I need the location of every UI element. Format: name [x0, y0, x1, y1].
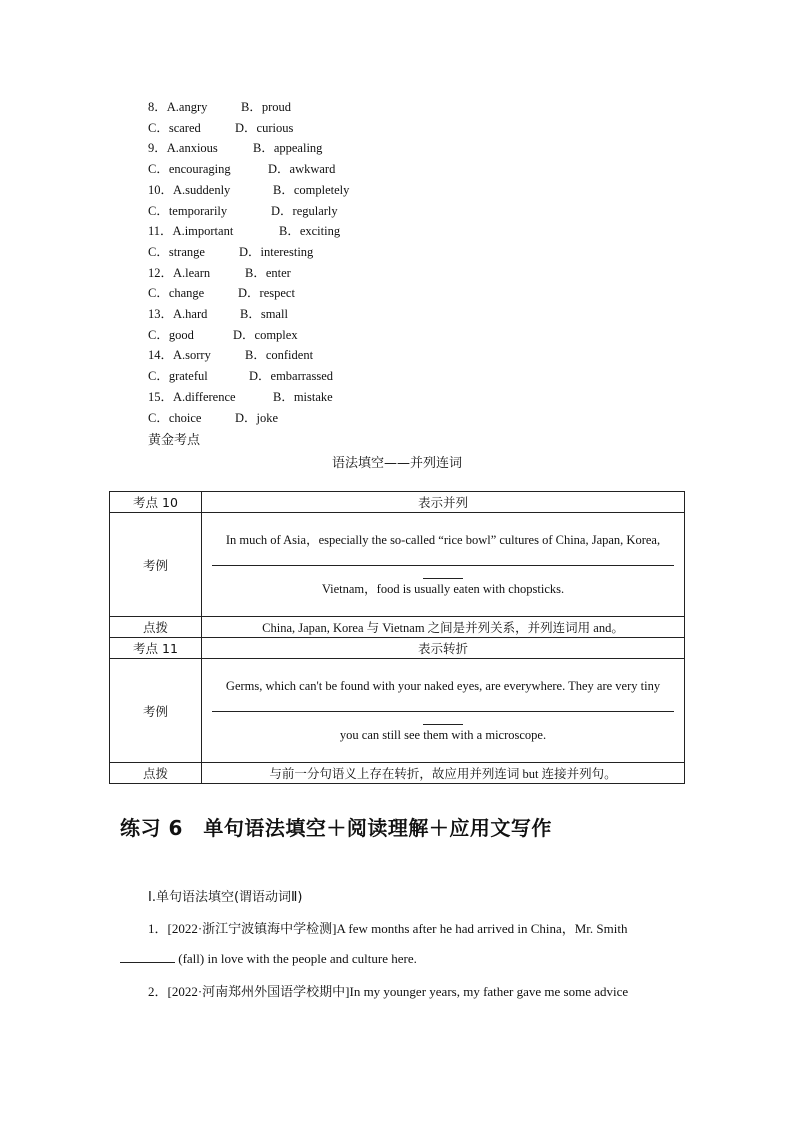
option-b: D．interesting — [239, 244, 314, 259]
option-b: D．awkward — [268, 162, 336, 177]
option-a: C．encouraging — [148, 162, 231, 177]
grammar-table — [109, 491, 685, 784]
option-a: C．change — [148, 286, 205, 301]
option-a: 14．A.sorry — [148, 348, 211, 363]
example10-cell — [202, 513, 685, 617]
point11-title: 表示转折 — [202, 638, 685, 659]
option-a: 12．A.learn — [148, 265, 211, 280]
question-1-text: (fall) in love with the people and culture here. — [178, 951, 417, 966]
option-b: D．embarrassed — [249, 369, 333, 384]
option-row — [148, 223, 341, 239]
question-2-line-1: 2．[2022·河南郑州外国语学校期中]In my younger years, my father gave me some advice — [148, 984, 629, 999]
option-a: 13．A.hard — [148, 307, 208, 321]
tip10-label: 点拨 — [110, 617, 202, 638]
point10-label: 考点 10 — [110, 492, 202, 513]
option-row — [148, 265, 291, 281]
option-b: B．enter — [245, 265, 291, 280]
question-1-line-1: 1．[2022·浙江宁波镇海中学检测]A few months after he had arrived in China，Mr. Smith — [148, 921, 628, 936]
option-b: D．respect — [238, 286, 295, 301]
option-b: D．joke — [235, 410, 279, 425]
table-row — [110, 513, 685, 617]
option-b: B．proud — [241, 100, 292, 114]
option-row — [148, 347, 314, 363]
option-row — [148, 285, 295, 301]
option-a: C．good — [148, 327, 194, 342]
option-row — [148, 182, 350, 198]
point11-label: 考点 11 — [110, 638, 202, 659]
example10-label: 考例 — [110, 513, 202, 617]
option-a: C．strange — [148, 244, 205, 259]
table-row — [110, 492, 685, 513]
answer-blank[interactable] — [212, 551, 674, 566]
option-row — [148, 99, 292, 115]
example11-after: you can still see them with a microscope. — [339, 727, 547, 742]
example11-before: Germs, which can't be found with your naked eyes, are everywhere. They are very tiny — [225, 678, 661, 693]
option-b: B．small — [240, 307, 288, 321]
tip11: 与前一分句语义上存在转折，故应用并列连词 but 连接并列句。 — [202, 763, 685, 784]
answer-blank[interactable] — [212, 697, 674, 712]
option-row — [148, 120, 294, 136]
answer-blank[interactable] — [120, 950, 175, 963]
option-a: C．temporarily — [148, 203, 228, 218]
question-1-line-2 — [120, 950, 417, 967]
table-row — [110, 763, 685, 784]
option-row — [148, 368, 333, 384]
point10-title: 表示并列 — [202, 492, 685, 513]
exercise-heading: 练习 6 单句语法填空＋阅读理解＋应用文写作 — [120, 816, 552, 840]
option-row — [148, 140, 323, 156]
option-b: B．completely — [273, 182, 350, 197]
section-title: 语法填空——并列连词 — [331, 456, 462, 471]
tip10: China, Japan, Korea 与 Vietnam 之间是并列关系，并列连词用 and。 — [202, 617, 685, 638]
answer-blank-tail — [423, 718, 463, 725]
answer-blank-tail — [423, 572, 463, 579]
option-b: D．regularly — [271, 203, 338, 218]
option-b: B．mistake — [273, 389, 333, 404]
tip11-label: 点拨 — [110, 763, 202, 784]
table-row — [110, 617, 685, 638]
option-a: 9．A.anxious — [148, 141, 218, 156]
gold-label: 黄金考点 — [148, 433, 201, 448]
option-a: 11．A.important — [148, 224, 234, 239]
option-a: C．grateful — [148, 369, 208, 384]
option-b: D．complex — [233, 327, 298, 342]
example11-label: 考例 — [110, 659, 202, 763]
subheading: Ⅰ.单句语法填空(谓语动词Ⅱ) — [148, 890, 303, 905]
option-b: B．appealing — [253, 141, 323, 156]
option-row — [148, 244, 314, 260]
example10-after: Vietnam，food is usually eaten with chopsticks. — [321, 581, 565, 596]
option-b: D．curious — [235, 120, 294, 135]
option-a: C．choice — [148, 410, 202, 425]
option-b: B．confident — [245, 348, 314, 363]
option-row — [148, 327, 298, 343]
example11-cell — [202, 659, 685, 763]
option-a: C．scared — [148, 120, 201, 135]
table-row — [110, 659, 685, 763]
option-a: 10．A.suddenly — [148, 182, 231, 197]
option-b: B．exciting — [279, 224, 341, 239]
option-row — [148, 203, 338, 219]
option-a: 8．A.angry — [148, 100, 208, 114]
option-row — [148, 306, 288, 322]
option-a: 15．A.difference — [148, 389, 236, 404]
option-row — [148, 389, 333, 405]
option-row — [148, 161, 336, 177]
option-row — [148, 410, 279, 426]
table-row — [110, 638, 685, 659]
example10-before: In much of Asia，especially the so-called “rice bowl” cultures of China, Japan, Korea, — [225, 532, 661, 547]
